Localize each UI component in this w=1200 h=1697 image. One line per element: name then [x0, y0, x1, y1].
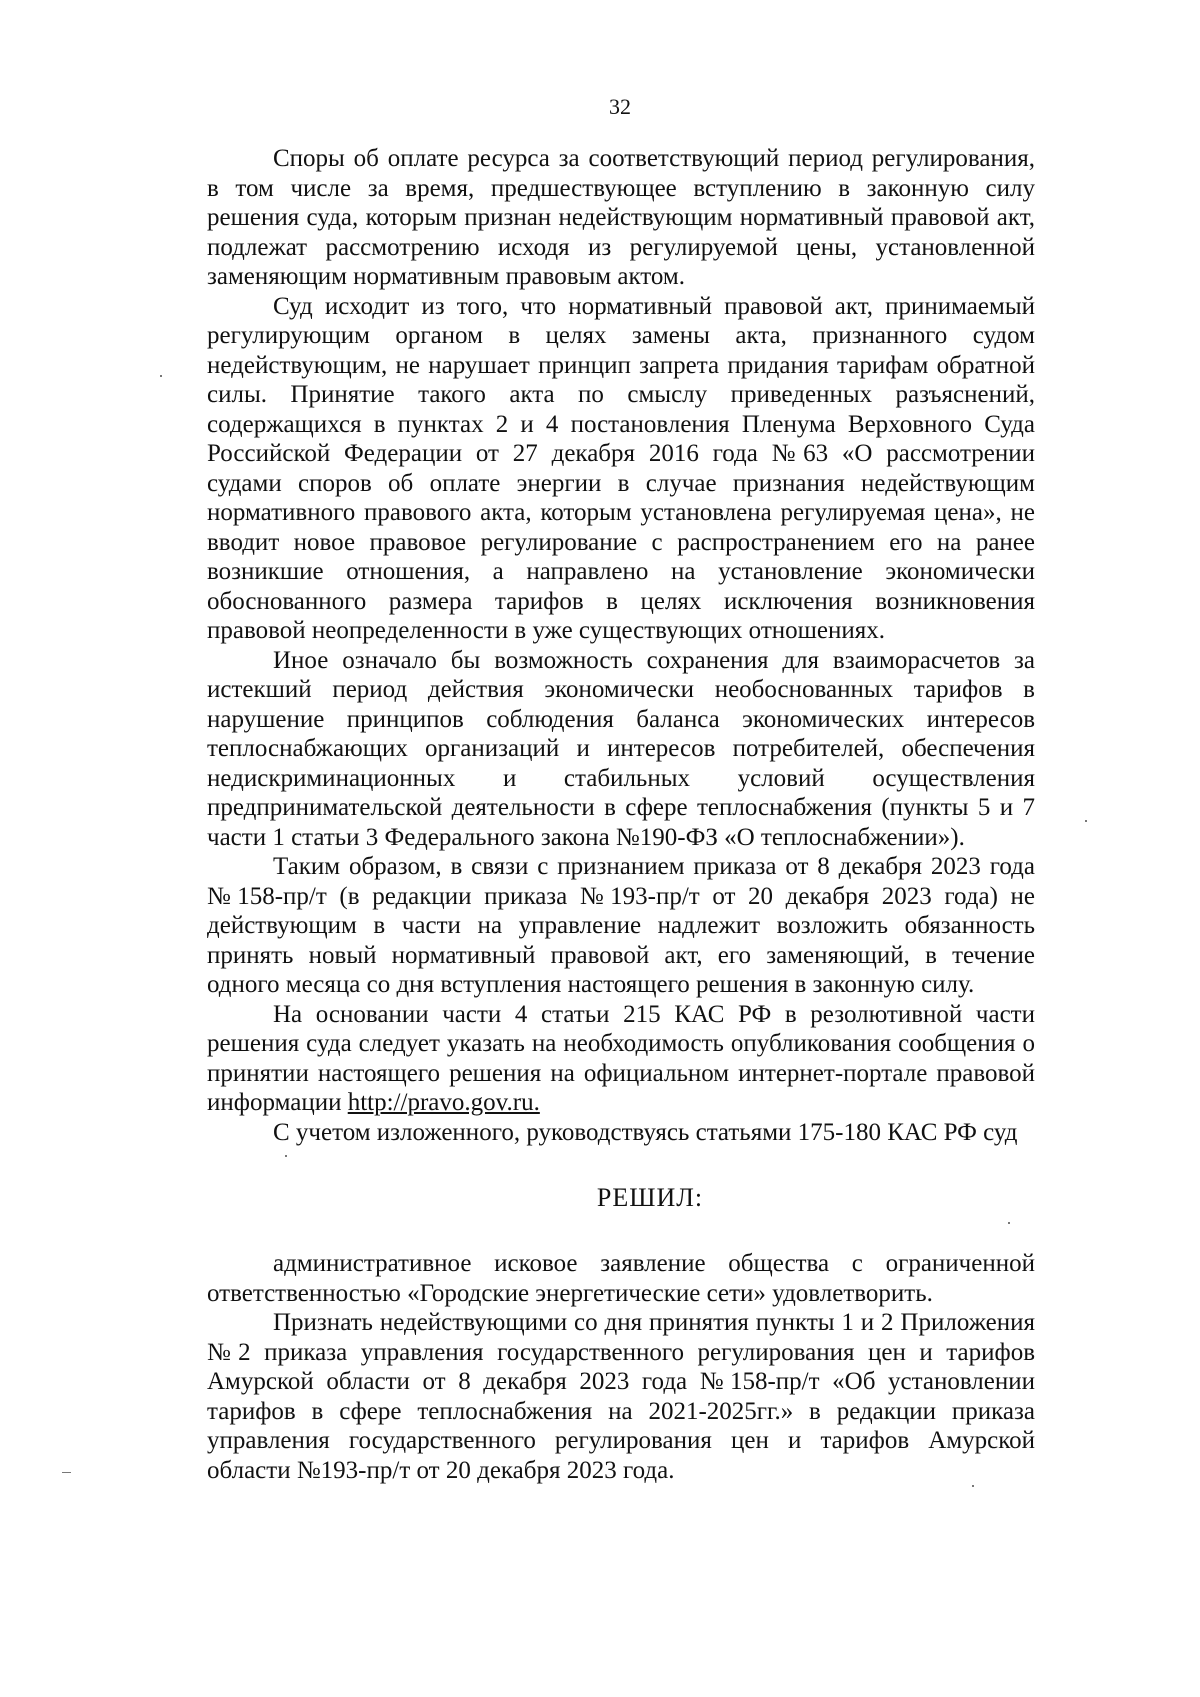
pravo-link[interactable]: http://pravo.gov.ru. [347, 1089, 540, 1116]
paragraph-claim-satisfied: административное исковое заявление общества с ограниченной ответственностью «Городские энергетические сети» удовлетворить. [207, 1250, 1035, 1307]
scan-speck [972, 1485, 974, 1487]
document-body [207, 144, 1035, 1485]
scan-speck [1008, 1222, 1010, 1224]
decision-heading: РЕШИЛ: [596, 1183, 704, 1212]
scan-speck [1085, 820, 1087, 822]
scan-speck [285, 1155, 287, 1157]
scan-speck [160, 375, 162, 377]
publication-text: На основании части 4 статьи 215 КАС РФ в резолютивной части решения суда следует указать на необходимость опубликования сообщения о принятии настоящего решения на официальном интернет-портале правовой информации [207, 1000, 1035, 1116]
paragraph-closing: С учетом изложенного, руководствуясь статьями 175-180 КАС РФ суд [273, 1118, 1018, 1146]
paragraph-court-reasoning: Суд исходит из того, что нормативный правовой акт, принимаемый регулирующим органом в целях замены акта, признанного судом недействующим, не нарушает принцип запрета придания тарифам обратной силы. Принятие такого акта по смыслу приведенных разъяснений, содержащихся в пунктах 2 и 4 постановления Пленума Верховного Суда Российской Федерации от 27 декабря 2016 года №63 «О рассмотрении судами споров об оплате энергии в случае признания недействующим нормативного правового акта, которым установлена регулируемая цена», не вводит новое правовое регулирование с распространением его на ранее возникшие отношения, а направлено на установление экономически обоснованного размера тарифов в целях исключения возникновения правовой неопределенности в уже существующих отношениях. [207, 292, 1035, 644]
paragraph-otherwise: Иное означало бы возможность сохранения для взаиморасчетов за истекший период действия экономически необоснованных тарифов в нарушение принципов соблюдения баланса экономических интересов теплоснабжающих организаций и интересов потребителей, обеспечения недискриминационных и стабильных условий осуществления предпринимательской деятельности в сфере теплоснабжения (пункты 5 и 7 части 1 статьи 3 Федерального закона №190-ФЗ «О теплоснабжении»). [207, 646, 1035, 851]
page-number: 32 [609, 94, 631, 119]
paragraph-disputes: Споры об оплате ресурса за соответствующий период регулирования, в том числе за время, предшествующее вступлению в законную силу решения суда, которым признан недействующим нормативный правовой акт, подлежат рассмотрению исходя из регулируемой цены, установленной заменяющим нормативным правовым актом. [207, 145, 1035, 290]
paragraph-declare-invalid: Признать недействующими со дня принятия пункты 1 и 2 Приложения №2 приказа управления государственного регулирования цен и тарифов Амурской области от 8 декабря 2023 года №158-пр/т «Об установлении тарифов в сфере теплоснабжения на 2021-2025гг.» в редакции приказа управления государственного регулирования цен и тарифов Амурской области №193-пр/т от 20 декабря 2023 года. [207, 1309, 1035, 1484]
paragraph-publication [207, 1000, 1035, 1118]
paragraph-thus: Таким образом, в связи с признанием приказа от 8 декабря 2023 года №158-пр/т (в редакции приказа №193-пр/т от 20 декабря 2023 года) не действующим в части на управление надлежит возложить обязанность принять новый нормативный правовой акт, его заменяющий, в течение одного месяца со дня вступления настоящего решения в законную силу. [207, 853, 1035, 998]
scan-speck [62, 1472, 71, 1473]
